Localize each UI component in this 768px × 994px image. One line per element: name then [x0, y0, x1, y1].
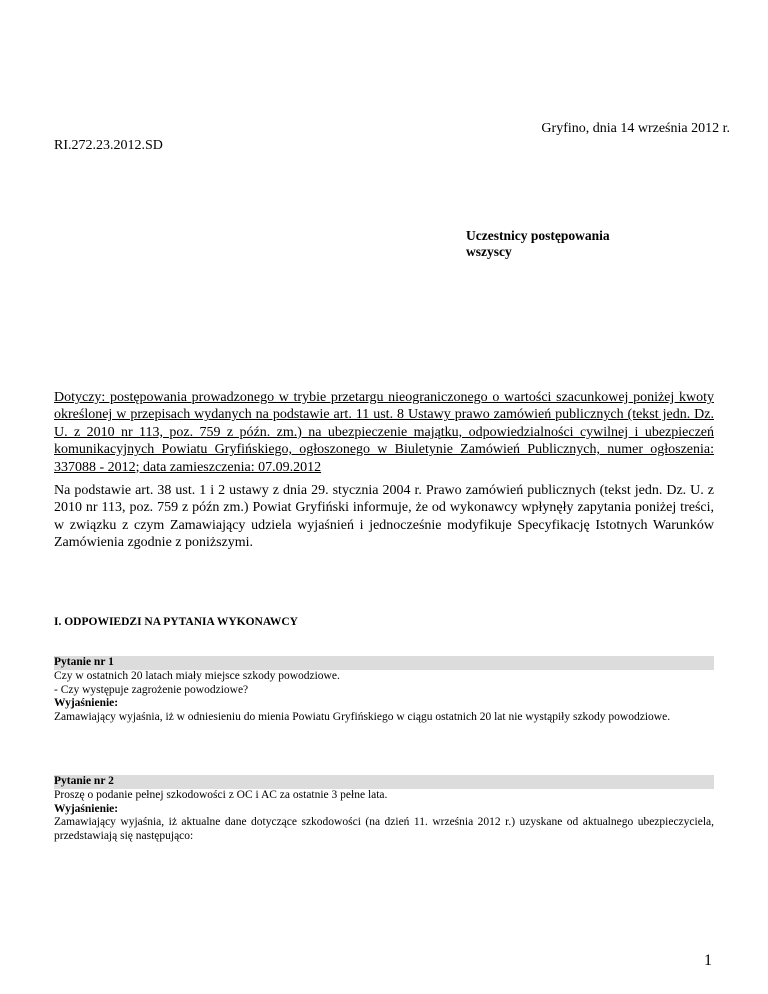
question-block-2 [54, 775, 714, 844]
intro-paragraph: Na podstawie art. 38 ust. 1 i 2 ustawy z dnia 29. stycznia 2004 r. Prawo zamówień publicznych (tekst jedn. Dz. U. z 2010 nr 113, poz. 759 z późn zm.) Powiat Gryfiński informuje, że od wykonawcy wpłynęły zapytania poniżej treści, w związku z czym Zamawiający udziela wyjaśnień i jednocześnie modyfikuje Specyfikację Istotnych Warunków Zamówienia zgodnie z poniższymi. [54, 483, 714, 551]
question-title: Pytanie nr 2 [54, 775, 714, 789]
recipients-block [466, 228, 610, 260]
reference-number: RI.272.23.2012.SD [54, 138, 163, 153]
explanation-label: Wyjaśnienie: [54, 802, 119, 815]
question-text-line-1: Czy w ostatnich 20 latach miały miejsce szkody powodziowe. [54, 669, 340, 682]
question-text-line-1: Proszę o podanie pełnej szkodowości z OC i AC za ostatnie 3 pełne lata. [54, 788, 388, 801]
question-text-line-2: - Czy występuje zagrożenie powodziowe? [54, 683, 249, 696]
question-title: Pytanie nr 1 [54, 656, 714, 670]
recipients-line-2: wszyscy [466, 244, 512, 259]
section-heading: I. ODPOWIEDZI NA PYTANIA WYKONAWCY [54, 616, 298, 628]
explanation-label: Wyjaśnienie: [54, 697, 119, 710]
document-date: Gryfino, dnia 14 września 2012 r. [541, 121, 730, 136]
subject-paragraph: Dotyczy: postępowania prowadzonego w trybie przetargu nieograniczonego o wartości szacunkowej poniżej kwoty określonej w przepisach wydanych na podstawie art. 11 ust. 8 Ustawy prawo zamówień publicznych (tekst jedn. Dz. U. z 2010 nr 113, poz. 759 z późn. zm.) na ubezpieczenie majątku, odpowiedzialności cywilnej i ubezpieczeń komunikacyjnych Powiatu Gryfińskiego, ogłoszonego w Biuletynie Zamówień Publicznych, numer ogłoszenia: 337088 - 2012; data zamieszczenia: 07.09.2012 [54, 390, 714, 475]
answer-text: Zamawiający wyjaśnia, iż aktualne dane dotyczące szkodowości (na dzień 11. września 2012 r.) uzyskane od aktualnego ubezpieczyciela, przedstawiają się następująco: [54, 816, 714, 843]
page-number: 1 [704, 952, 712, 969]
answer-text: Zamawiający wyjaśnia, iż w odniesieniu do mienia Powiatu Gryfińskiego w ciągu ostatnich 20 lat nie wystąpiły szkody powodziowe. [54, 711, 671, 724]
question-block-1 [54, 656, 714, 725]
recipients-line-1: Uczestnicy postępowania [466, 228, 610, 243]
